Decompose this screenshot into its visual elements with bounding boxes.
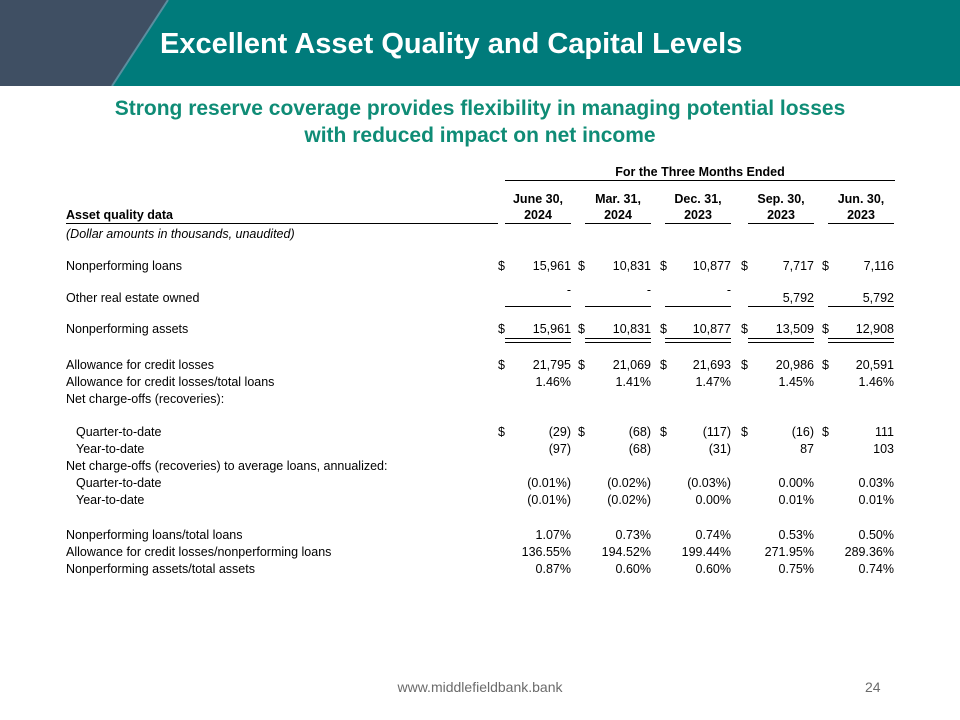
table-cell: - xyxy=(566,283,571,297)
table-cell: 0.53% xyxy=(778,528,814,542)
table-cell: 15,961 xyxy=(532,259,571,273)
table-cell: (68) xyxy=(628,425,651,439)
table-cell: (0.03%) xyxy=(687,476,731,490)
total-double-rule xyxy=(665,338,731,343)
table-cell: 5,792 xyxy=(862,291,894,305)
table-cell: 0.74% xyxy=(858,562,894,576)
row-label-ratio-ytd: Year-to-date xyxy=(76,493,145,507)
table-cell: (29) xyxy=(548,425,571,439)
currency-symbol: $ xyxy=(498,425,505,439)
subtotal-rule xyxy=(828,306,894,307)
table-cell: 10,877 xyxy=(692,259,731,273)
col-3-year: 2023 xyxy=(684,208,712,222)
table-cell: 0.73% xyxy=(615,528,651,542)
row-label-acl-loans: Allowance for credit losses/total loans xyxy=(66,375,275,389)
row-label-npa-assets: Nonperforming assets/total assets xyxy=(66,562,255,576)
table-cell: 0.03% xyxy=(858,476,894,490)
table-cell: (0.02%) xyxy=(607,493,651,507)
table-cell: 194.52% xyxy=(601,545,651,559)
currency-symbol: $ xyxy=(578,358,585,372)
row-label-npl: Nonperforming loans xyxy=(66,259,183,273)
table-cell: (0.01%) xyxy=(527,476,571,490)
table-cell: 0.60% xyxy=(695,562,731,576)
table-cell: 10,831 xyxy=(612,259,651,273)
table-cell: 0.74% xyxy=(695,528,731,542)
table-cell: (97) xyxy=(548,442,571,456)
row-label-npa: Nonperforming assets xyxy=(66,322,189,336)
table-cell: 0.75% xyxy=(778,562,814,576)
total-double-rule xyxy=(585,338,651,343)
table-cell: 7,717 xyxy=(782,259,814,273)
table-cell: 0.00% xyxy=(778,476,814,490)
total-double-rule xyxy=(505,338,571,343)
table-cell: 0.87% xyxy=(535,562,571,576)
table-cell: 0.01% xyxy=(858,493,894,507)
table-cell: 0.50% xyxy=(858,528,894,542)
table-note: (Dollar amounts in thousands, unaudited) xyxy=(66,227,295,241)
table-cell: 21,795 xyxy=(532,358,571,372)
table-cell: 271.95% xyxy=(764,545,814,559)
currency-symbol: $ xyxy=(660,322,667,336)
table-cell: 0.60% xyxy=(615,562,651,576)
header-rule-col-3 xyxy=(665,223,731,224)
header-rule-label xyxy=(66,223,498,224)
subtitle xyxy=(0,95,960,149)
table-cell: 289.36% xyxy=(844,545,894,559)
table-cell: 103 xyxy=(873,442,894,456)
table-cell: 87 xyxy=(800,442,814,456)
header-rule-col-2 xyxy=(585,223,651,224)
col-4-year: 2023 xyxy=(767,208,795,222)
currency-symbol: $ xyxy=(498,259,505,273)
currency-symbol: $ xyxy=(498,358,505,372)
table-cell: 10,877 xyxy=(692,322,731,336)
currency-symbol: $ xyxy=(660,259,667,273)
row-label-acl: Allowance for credit losses xyxy=(66,358,214,372)
row-label-nco-ytd: Year-to-date xyxy=(76,442,145,456)
row-label-ratio-heading: Net charge-offs (recoveries) to average loans, annualized: xyxy=(66,459,388,473)
table-cell: 1.45% xyxy=(778,375,814,389)
table-cell: 1.46% xyxy=(858,375,894,389)
table-cell: 111 xyxy=(874,425,894,439)
subtotal-rule xyxy=(505,306,571,307)
table-cell: (31) xyxy=(708,442,731,456)
table-cell: 10,831 xyxy=(612,322,651,336)
currency-symbol: $ xyxy=(578,425,585,439)
footer-url: www.middlefieldbank.bank xyxy=(397,679,563,695)
col-5-month: Jun. 30, xyxy=(837,192,885,206)
row-label-nco-heading: Net charge-offs (recoveries): xyxy=(66,392,225,406)
currency-symbol: $ xyxy=(822,259,829,273)
subtotal-rule xyxy=(748,306,814,307)
table-cell: (117) xyxy=(702,425,731,439)
currency-symbol: $ xyxy=(578,259,585,273)
table-cell: 20,591 xyxy=(855,358,894,372)
period-header-rule xyxy=(505,180,895,181)
currency-symbol: $ xyxy=(660,425,667,439)
table-cell: (0.02%) xyxy=(607,476,651,490)
subtitle-line-1: Strong reserve coverage provides flexibility in managing potential losses xyxy=(114,97,846,120)
currency-symbol: $ xyxy=(660,358,667,372)
col-5-year: 2023 xyxy=(847,208,875,222)
table-cell: 1.41% xyxy=(615,375,651,389)
subtotal-rule xyxy=(585,306,651,307)
header-rule-col-5 xyxy=(828,223,894,224)
currency-symbol: $ xyxy=(741,322,748,336)
total-double-rule xyxy=(748,338,814,343)
currency-symbol: $ xyxy=(741,259,748,273)
col-3-month: Dec. 31, xyxy=(674,192,722,206)
table-cell: 0.01% xyxy=(778,493,814,507)
table-cell: 0.00% xyxy=(695,493,731,507)
table-cell: 136.55% xyxy=(521,545,571,559)
currency-symbol: $ xyxy=(741,425,748,439)
col-2-year: 2024 xyxy=(604,208,632,222)
table-cell: 199.44% xyxy=(681,545,731,559)
currency-symbol: $ xyxy=(822,358,829,372)
row-label-oreo: Other real estate owned xyxy=(66,291,200,305)
row-label-acl-npl: Allowance for credit losses/nonperforming loans xyxy=(66,545,332,559)
subtotal-rule xyxy=(665,306,731,307)
page-title: Excellent Asset Quality and Capital Levels xyxy=(160,28,743,60)
currency-symbol: $ xyxy=(578,322,585,336)
row-label-nco-qtd: Quarter-to-date xyxy=(76,425,162,439)
table-cell: (68) xyxy=(628,442,651,456)
page-number: 24 xyxy=(865,679,881,695)
table-cell: 5,792 xyxy=(782,291,814,305)
table-cell: 13,509 xyxy=(775,322,814,336)
table-cell: 15,961 xyxy=(532,322,571,336)
table-cell: - xyxy=(726,283,731,297)
table-cell: - xyxy=(646,283,651,297)
section-label: Asset quality data xyxy=(66,208,173,222)
total-double-rule xyxy=(828,338,894,343)
table-cell: (0.01%) xyxy=(527,493,571,507)
currency-symbol: $ xyxy=(822,425,829,439)
table-cell: 1.47% xyxy=(695,375,731,389)
col-2-month: Mar. 31, xyxy=(595,192,641,206)
table-cell: 20,986 xyxy=(775,358,814,372)
table-cell: 1.46% xyxy=(535,375,571,389)
table-cell: (16) xyxy=(791,425,814,439)
table-cell: 12,908 xyxy=(855,322,894,336)
row-label-ratio-qtd: Quarter-to-date xyxy=(76,476,162,490)
table-cell: 7,116 xyxy=(863,259,894,273)
row-label-npl-loans: Nonperforming loans/total loans xyxy=(66,528,243,542)
period-header: For the Three Months Ended xyxy=(615,165,785,179)
currency-symbol: $ xyxy=(822,322,829,336)
col-1-year: 2024 xyxy=(524,208,552,222)
col-4-month: Sep. 30, xyxy=(757,192,805,206)
header-slate-shape xyxy=(0,0,168,86)
currency-symbol: $ xyxy=(741,358,748,372)
table-cell: 21,693 xyxy=(692,358,731,372)
currency-symbol: $ xyxy=(498,322,505,336)
header-rule-col-1 xyxy=(505,223,571,224)
header-rule-col-4 xyxy=(748,223,814,224)
col-1-month: June 30, xyxy=(512,192,564,206)
table-cell: 1.07% xyxy=(535,528,571,542)
table-cell: 21,069 xyxy=(612,358,651,372)
subtitle-line-2: with reduced impact on net income xyxy=(304,124,656,147)
